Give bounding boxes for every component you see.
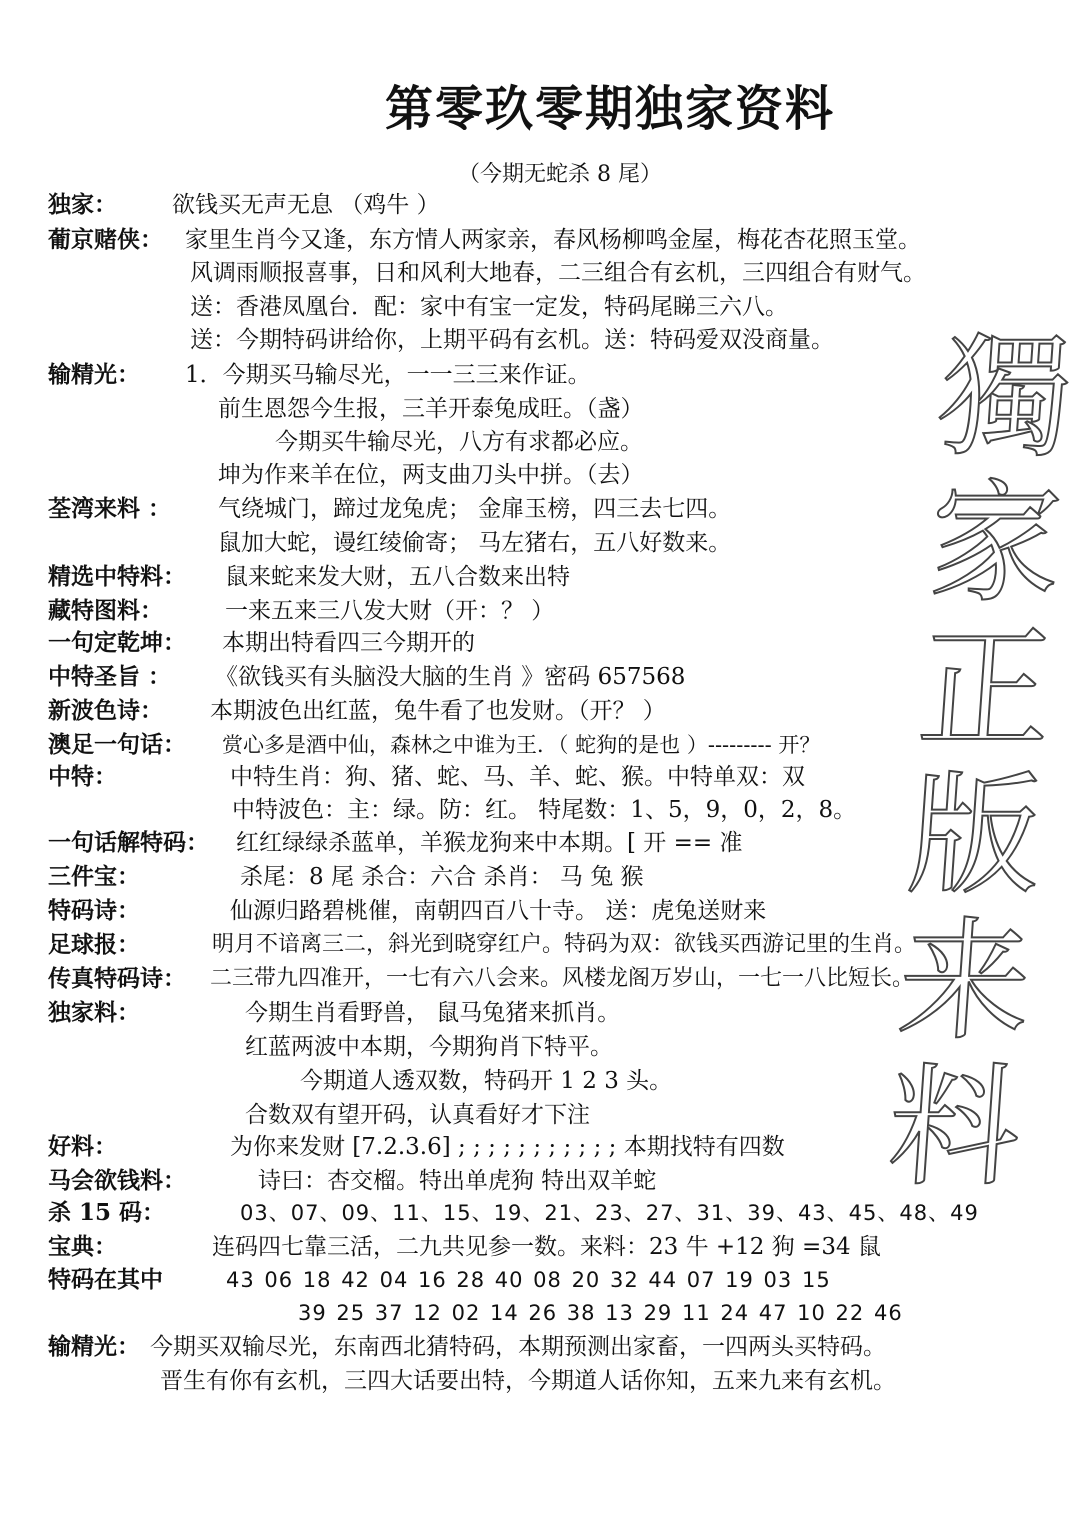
row-label-fax-poem: 传真特码诗：	[48, 965, 186, 992]
row-text: 送：今期特码讲给你，上期平码有玄机。送：特码爱双没商量。	[190, 327, 834, 353]
row-label-football-news: 足球报：	[48, 931, 140, 958]
row-text: 本期出特看四三今期开的	[222, 630, 475, 656]
row-text: 连码四七靠三活，二九共见参一数。来料：23 牛 +12 狗 =34 鼠	[212, 1234, 881, 1260]
watermark-char: 家	[923, 467, 1067, 621]
row-label-jockey-club: 马会欲钱料：	[48, 1167, 186, 1194]
row-label-three-treasures: 三件宝：	[48, 863, 140, 890]
row-text: 为你来发财 [7.2.3.6] ; ; ; ; ; ; ; ; ; ; ; 本期找特有四数	[230, 1134, 785, 1160]
row-label-casino: 葡京赌侠：	[48, 226, 163, 253]
watermark-char: 版	[903, 759, 1047, 913]
row-text: 风调雨顺报喜事，日和风利大地春，二三组合有玄机，三四组合有财气。	[190, 260, 926, 286]
watermark-char: 料	[883, 1051, 1026, 1205]
page-title: 第零玖零期独家资料	[385, 81, 836, 137]
row-text: 前生恩怨今生报，三羊开泰兔成旺。（盏）	[218, 396, 644, 422]
watermark-char: 正	[913, 613, 1057, 767]
row-text: 本期波色出红蓝，兔牛看了也发财。（开？ ）	[210, 698, 666, 724]
row-text: 诗曰：杏交榴。特出单虎狗 特出双羊蛇	[258, 1168, 657, 1194]
row-text: 明月不谙离三二，斜光到晓穿红户。特码为双：欲钱买西游记里的生肖。	[212, 932, 917, 957]
row-text: 一来五来三八发大财（开：？ ）	[225, 598, 555, 624]
watermark-char: 獨	[934, 321, 1077, 475]
row-text: 今期道人透双数，特码开 1 2 3 头。	[300, 1068, 673, 1094]
row-text: 晋生有你有玄机，三四大话要出特，今期道人话你知，五来九来有玄机。	[160, 1368, 896, 1394]
row-text: 中特生肖：狗、猪、蛇、马、羊、蛇、猴。中特单双：双	[230, 764, 805, 790]
row-label-macau-football: 澳足一句话：	[48, 731, 186, 758]
row-text: 今期生肖看野兽， 鼠马兔猪来抓肖。	[245, 1000, 621, 1026]
row-text: 欲钱买无声无息 （鸡牛 ）	[172, 192, 440, 218]
row-text: 1．今期买马输尽光，一一三三来作证。	[185, 362, 591, 388]
row-label-winning: 中特：	[48, 763, 117, 790]
row-text: 《欲钱买有头脑没大脑的生肖 》密码 657568	[215, 664, 686, 690]
row-text: 39 25 37 12 02 14 26 38 13 29 11 24 47 10 22 46	[298, 1301, 903, 1325]
row-text: 红蓝两波中本期，今期狗肖下特平。	[245, 1034, 613, 1060]
row-label-decode: 一句话解特码：	[48, 829, 209, 856]
row-label-kill-15: 杀 15 码：	[48, 1199, 166, 1226]
row-text: 红红绿绿杀蓝单，羊猴龙狗来中本期。[ 开 == 准	[236, 830, 743, 856]
row-label-special-within: 特码在其中	[48, 1266, 163, 1293]
row-label-lose-all: 输精光：	[48, 361, 140, 388]
watermark-char: 来	[893, 905, 1037, 1059]
row-text: 二三带九四准开，一七有六八会来。风楼龙阁万岁山，一七一八比短长。	[210, 966, 915, 991]
page-subtitle: （今期无蛇杀 8 尾）	[458, 162, 662, 187]
row-text: 合数双有望开码，认真看好才下注	[245, 1102, 590, 1128]
row-text: 鼠加大蛇，谩红绫偷寄； 马左猪右，五八好数来。	[218, 530, 732, 556]
row-label-selected: 精选中特料：	[48, 563, 186, 590]
row-label-poem: 特码诗：	[48, 897, 140, 924]
row-text: 坤为作来羊在位，两支曲刀头中拼。（去）	[218, 462, 644, 488]
row-text: 鼠来蛇来发大财，五八合数来出特	[225, 564, 570, 590]
row-label-exclusive-material: 独家料：	[48, 999, 140, 1026]
row-text: 03、07、09、11、15、19、21、23、27、31、39、43、45、48、49	[240, 1201, 979, 1225]
row-text: 今期买牛输尽光，八方有求都必应。	[275, 429, 643, 455]
row-label-tsuen-wan: 荃湾来料 ：	[48, 495, 172, 522]
row-label-treasure-book: 宝典：	[48, 1233, 117, 1260]
row-label-wave-color: 新波色诗：	[48, 697, 163, 724]
row-text: 赏心多是酒中仙，森林之中谁为王．（ 蛇狗的是也 ）--------- 开？	[222, 733, 821, 757]
row-label-lose-all-2: 输精光：	[48, 1333, 140, 1360]
row-text: 今期买双输尽光，东南西北猜特码，本期预测出家畜，一四两头买特码。	[150, 1334, 886, 1360]
row-text: 家里生肖今又逢，东方情人两家亲，春风杨柳鸣金屋，梅花杏花照玉堂。	[185, 227, 921, 253]
watermark-exclusive-edition	[874, 321, 1080, 1205]
row-text: 中特波色：主：绿。防：红。 特尾数：1、5，9，0，2，8。	[232, 797, 857, 823]
row-label-exclusive: 独家：	[48, 191, 117, 218]
row-text: 送：香港凤凰台．配：家中有宝一定发，特码尾睇三六八。	[190, 294, 788, 320]
row-label-one-sentence: 一句定乾坤：	[48, 629, 186, 656]
row-label-decree: 中特圣旨 ：	[48, 663, 172, 690]
row-label-hidden-chart: 藏特图料：	[48, 597, 163, 624]
row-label-good-material: 好料：	[48, 1133, 117, 1160]
row-text: 仙源归路碧桃催，南朝四百八十寺。 送：虎兔送财来	[230, 898, 767, 924]
row-text: 43 06 18 42 04 16 28 40 08 20 32 44 07 19 03 15	[226, 1268, 831, 1292]
row-text: 气绕城门，蹄过龙兔虎； 金扉玉榜，四三去七四。	[218, 496, 732, 522]
row-text: 杀尾：8 尾 杀合：六合 杀肖： 马 兔 猴	[240, 864, 644, 890]
